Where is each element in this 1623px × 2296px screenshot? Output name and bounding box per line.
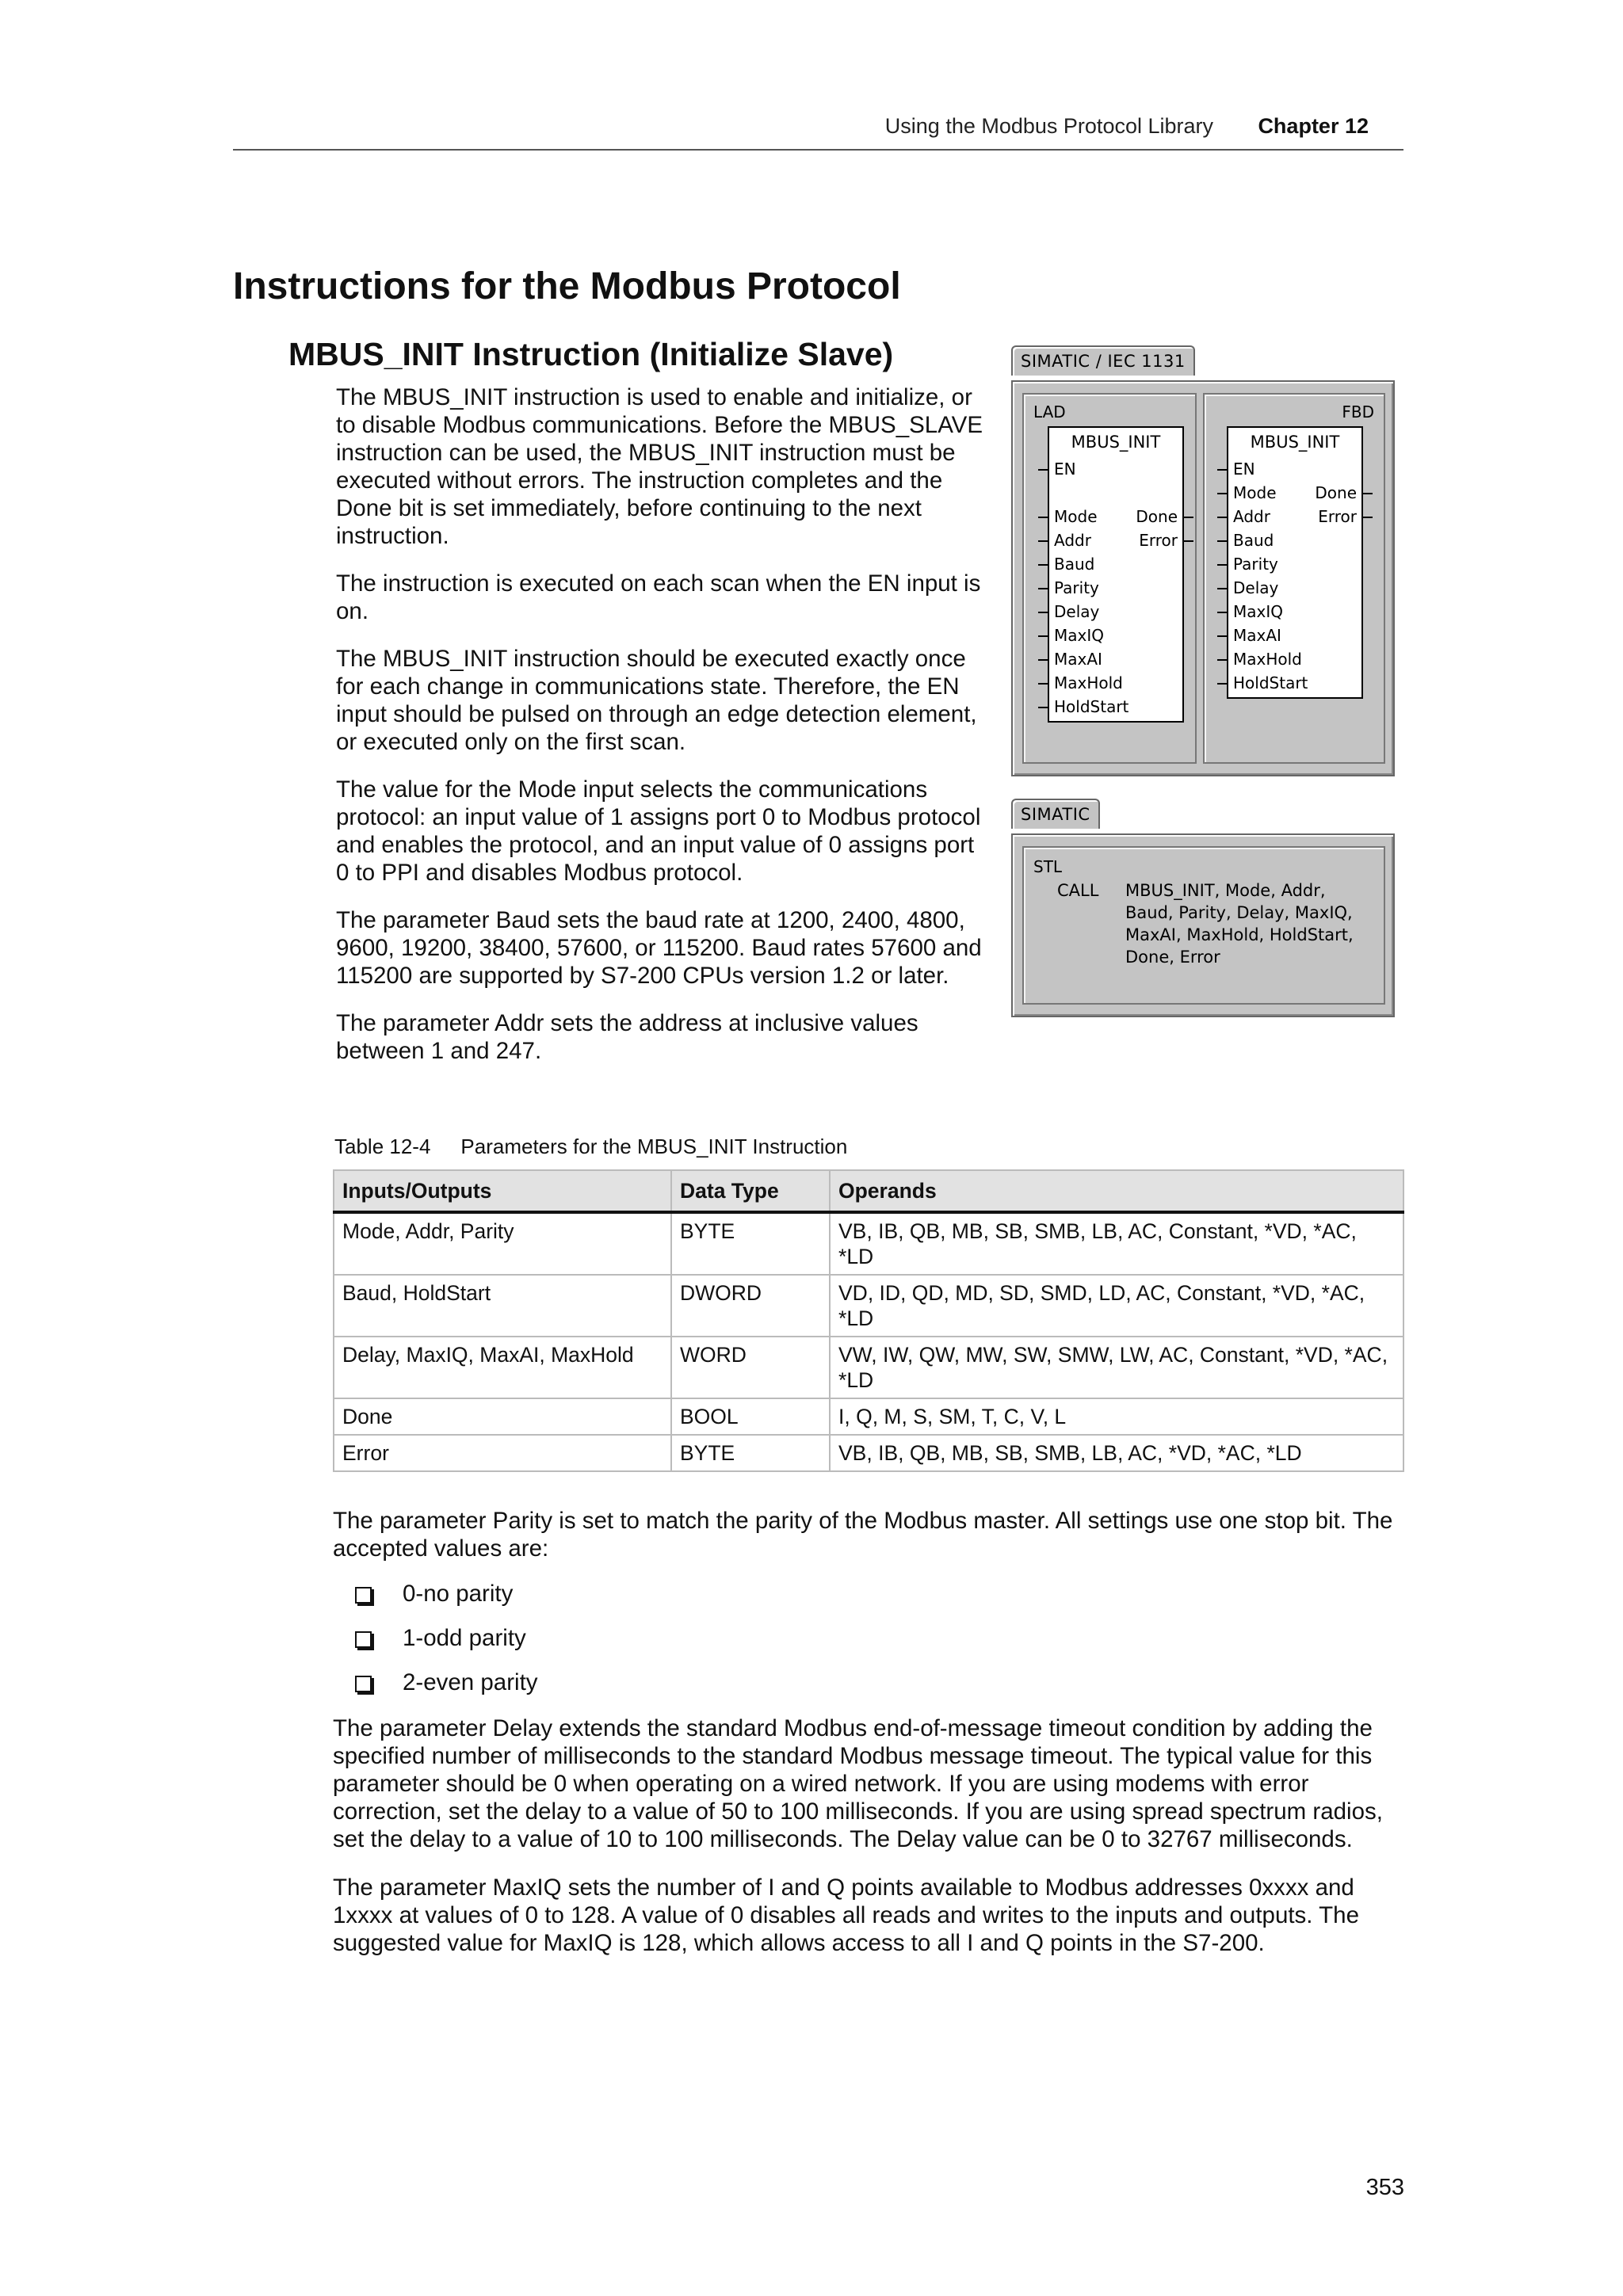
checkbox-bullet-icon (355, 1631, 372, 1648)
simatic-tab: SIMATIC (1011, 799, 1100, 829)
fbd-input-pin: Mode (1233, 483, 1277, 502)
lad-panel (1022, 393, 1197, 764)
table-cell: Delay, MaxIQ, MaxAI, MaxHold (334, 1337, 671, 1398)
fbd-input-pin: HoldStart (1233, 673, 1308, 692)
intro-paragraph: The parameter Addr sets the address at inclusive values between 1 and 247. (336, 1010, 918, 1064)
table-cell: WORD (671, 1337, 830, 1398)
fbd-input-pin: Addr (1233, 507, 1270, 526)
lad-input-pin: MaxIQ (1054, 626, 1104, 645)
page-number: 353 (1365, 2175, 1404, 2200)
stl-panel (1022, 846, 1385, 1005)
lad-input-pin: Mode (1054, 507, 1098, 526)
lad-input-pin: Parity (1054, 578, 1099, 597)
intro-paragraph: The instruction is executed on each scan when the EN input is on. (336, 570, 981, 624)
stl-line: MBUS_INIT, Mode, Addr, (1125, 881, 1326, 900)
checkbox-bullet-icon (355, 1587, 372, 1604)
intro-paragraph: The MBUS_INIT instruction should be executed exactly once for each change in communications state. Therefore, the EN input should be pulsed on through an edge detection element, or executed only on the first scan. (336, 646, 977, 755)
table-row (334, 1435, 1403, 1471)
page-title: Instructions for the Modbus Protocol (233, 265, 901, 307)
table-cell: Done (334, 1398, 671, 1435)
table-cell: BOOL (671, 1398, 830, 1435)
intro-paragraph: The MBUS_INIT instruction is used to enable and initialize, or to disable Modbus communications. Before the MBUS_SLAVE instruction can be used, the MBUS_INIT instruction must be executed without errors. The instruction completes and the Done bit is set immediately, before continuing to the next instruction. (336, 384, 983, 549)
fbd-label: FBD (1342, 402, 1374, 421)
header-section-title: Using the Modbus Protocol Library (884, 114, 1213, 138)
stl-line: MaxAI, MaxHold, HoldStart, (1125, 925, 1354, 944)
fbd-box-title: MBUS_INIT (1250, 433, 1340, 452)
list-item (355, 1669, 1411, 1713)
table-cell: VD, ID, QD, MD, SD, SMD, LD, AC, Constant, *VD, *AC, *LD (830, 1275, 1403, 1337)
parity-intro: The parameter Parity is set to match the parity of the Modbus master. All settings use one stop bit. The accepted values are: (333, 1508, 1393, 1562)
table-cell: VW, IW, QW, MW, SW, SMW, LW, AC, Constant, *VD, *AC, *LD (830, 1337, 1403, 1398)
list-item (355, 1624, 1411, 1669)
fbd-input-pin: Parity (1233, 555, 1278, 574)
table-header-cell: Data Type (671, 1170, 830, 1212)
table-cell: VB, IB, QB, MB, SB, SMB, LB, AC, Constant, *VD, *AC, *LD (830, 1212, 1403, 1275)
table-header-cell: Inputs/Outputs (334, 1170, 671, 1212)
table-number: Table 12-4 (334, 1135, 431, 1158)
table-caption (334, 1135, 877, 1159)
lad-en-pin: EN (1054, 460, 1076, 479)
list-item (355, 1580, 1411, 1624)
fbd-output-pin: Error (1318, 507, 1357, 526)
list-item-label: 1-odd parity (403, 1625, 526, 1651)
fbd-output-pin: Done (1315, 483, 1357, 502)
fbd-input-pin: Delay (1233, 578, 1279, 597)
parity-options-list (355, 1580, 1411, 1713)
running-header (233, 111, 1403, 151)
stl-line: Baud, Parity, Delay, MaxIQ, (1125, 903, 1353, 922)
lad-instruction-box (1048, 426, 1184, 723)
fbd-input-pin: Baud (1233, 531, 1274, 550)
list-item-label: 2-even parity (403, 1669, 538, 1695)
lad-input-pin: MaxHold (1054, 673, 1123, 692)
table-header-row (334, 1170, 1403, 1212)
fbd-input-pin: MaxHold (1233, 650, 1302, 669)
lad-input-pin: HoldStart (1054, 697, 1129, 716)
table-row (334, 1398, 1403, 1435)
lad-fbd-figure (1011, 345, 1396, 780)
fbd-en-pin: EN (1233, 460, 1255, 479)
table-cell: DWORD (671, 1275, 830, 1337)
list-item-label: 0-no parity (403, 1581, 514, 1607)
stl-figure (1011, 799, 1396, 1020)
table-row (334, 1275, 1403, 1337)
stl-line: Done, Error (1125, 948, 1220, 967)
table-cell: Baud, HoldStart (334, 1275, 671, 1337)
lad-box-title: MBUS_INIT (1071, 433, 1161, 452)
fbd-panel (1203, 393, 1385, 764)
header-chapter: Chapter 12 (1258, 114, 1369, 138)
figure-frame (1011, 380, 1395, 776)
lad-output-pin: Error (1139, 531, 1178, 550)
lad-input-pin: Delay (1054, 602, 1100, 621)
table-caption-text: Parameters for the MBUS_INIT Instruction (460, 1135, 848, 1158)
fbd-input-pin: MaxAI (1233, 626, 1281, 645)
lad-input-pin: Baud (1054, 555, 1095, 574)
stl-label: STL (1033, 857, 1063, 876)
delay-paragraph: The parameter Delay extends the standard Modbus end-of-message timeout condition by adding the specified number of milliseconds to the standard Modbus message timeout. The typical value for this parameter should be 0 when operating on a wired network. If you are using modems with error correction, set the delay to a value of 50 to 100 milliseconds. If you are using spread spectrum radios, set the delay to a value of 10 to 100 milliseconds. The Delay value can be 0 to 32767 milliseconds. (333, 1715, 1383, 1852)
table-header-cell: Operands (830, 1170, 1403, 1212)
simatic-iec-tab: SIMATIC / IEC 1131 (1011, 345, 1195, 376)
checkbox-bullet-icon (355, 1676, 372, 1692)
lad-label: LAD (1033, 402, 1066, 421)
table-cell: BYTE (671, 1212, 830, 1275)
table-cell: BYTE (671, 1435, 830, 1471)
stl-frame (1011, 833, 1395, 1017)
body-text (333, 1507, 1411, 1957)
stl-call-keyword: CALL (1057, 881, 1099, 900)
table-row (334, 1337, 1403, 1398)
fbd-input-pin: MaxIQ (1233, 602, 1283, 621)
lad-input-pin: MaxAI (1054, 650, 1102, 669)
intro-paragraph: The value for the Mode input selects the communications protocol: an input value of 1 assigns port 0 to Modbus protocol and enables the protocol, and an input value of 0 assigns port 0 to PPI and disables Modbus protocol. (336, 776, 981, 886)
lad-input-pin: Addr (1054, 531, 1091, 550)
table-cell: VB, IB, QB, MB, SB, SMB, LB, AC, *VD, *AC, *LD (830, 1435, 1403, 1471)
intro-text (336, 383, 986, 1085)
table-row (334, 1212, 1403, 1275)
lad-output-pin: Done (1136, 507, 1178, 526)
fbd-instruction-box (1227, 426, 1363, 699)
parameters-table (333, 1169, 1404, 1472)
intro-paragraph: The parameter Baud sets the baud rate at 1200, 2400, 4800, 9600, 19200, 38400, 57600, or 115200. Baud rates 57600 and 115200 are supported by S7-200 CPUs version 1.2 or later. (336, 907, 982, 989)
table-cell: I, Q, M, S, SM, T, C, V, L (830, 1398, 1403, 1435)
maxiq-paragraph: The parameter MaxIQ sets the number of I and Q points available to Modbus addresses 0xxxx and 1xxxx at values of 0 to 128. A value of 0 disables all reads and writes to the inputs and outputs. The suggested value for MaxIQ is 128, which allows access to all I and Q points in the S7-200. (333, 1875, 1359, 1956)
table-cell: Error (334, 1435, 671, 1471)
table-cell: Mode, Addr, Parity (334, 1212, 671, 1275)
section-title: MBUS_INIT Instruction (Initialize Slave) (288, 336, 894, 372)
